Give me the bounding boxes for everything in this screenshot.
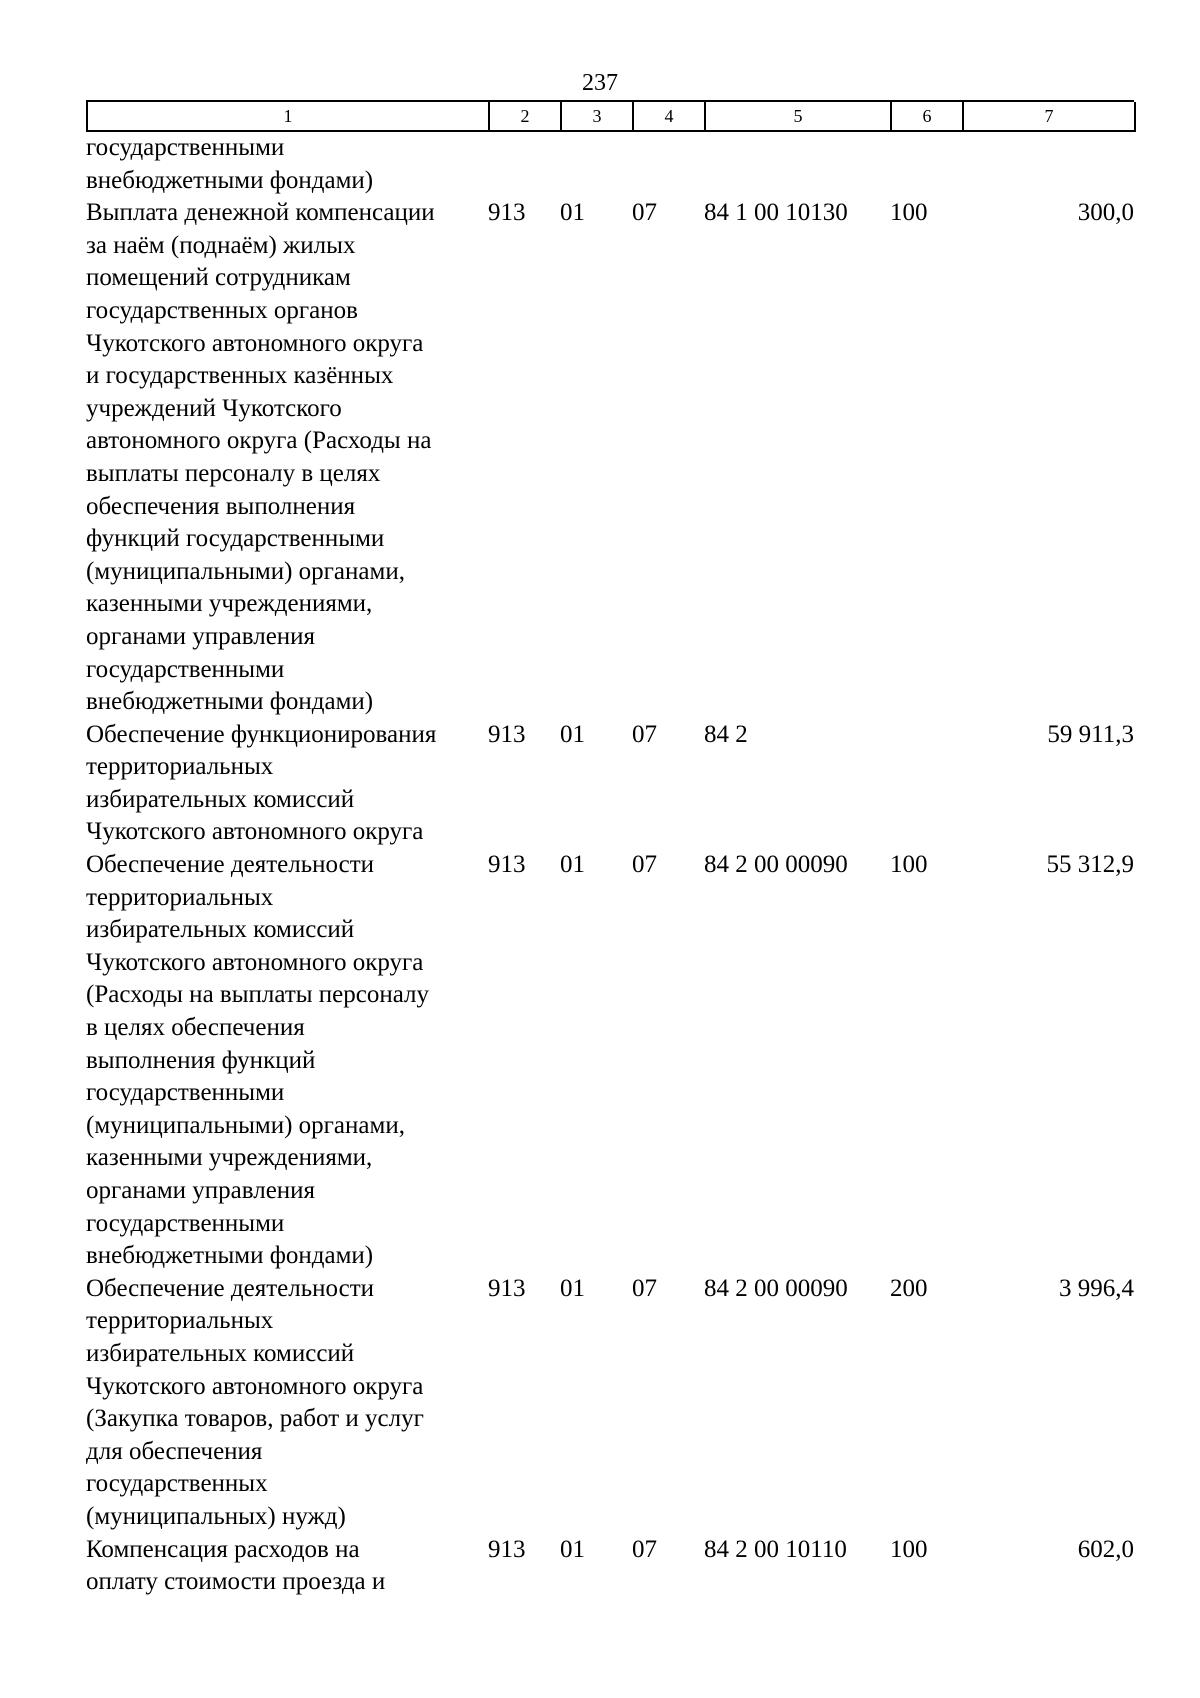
row-name-line: избирательных комиссий [86, 1339, 355, 1367]
table-row [86, 132, 1134, 197]
row-name-line: избирательных комиссий [86, 916, 355, 944]
row-name-line: за наём (поднаём) жилых [86, 231, 356, 259]
row-name-line: казенными учреждениями, [86, 590, 373, 618]
row-name-line: государственными [86, 1079, 285, 1107]
row-name-line: Компенсация расходов на [86, 1535, 360, 1563]
header-cell-2: 2 [490, 102, 562, 132]
row-name-line: в целях обеспечения [86, 1014, 305, 1042]
row-col7: 55 312,9 [1046, 851, 1134, 879]
row-name-line: государственными [86, 134, 285, 161]
row-name-line: Обеспечение деятельности [86, 851, 375, 879]
row-name-line: государственных [86, 1470, 268, 1498]
row-col6: 100 [890, 851, 928, 879]
row-col4: 07 [632, 199, 657, 227]
row-name-line: (муниципальных) нужд) [86, 1502, 346, 1530]
row-col2: 913 [488, 199, 526, 227]
row-col6: 200 [890, 1274, 928, 1302]
row-col5: 84 2 [704, 720, 748, 748]
row-name-line: и государственных казённых [86, 362, 394, 390]
row-name-line: функций государственными [86, 525, 385, 553]
row-name-line: Обеспечение деятельности [86, 1274, 375, 1302]
row-col3: 01 [560, 851, 585, 879]
row-name-line: внебюджетными фондами) [86, 166, 374, 194]
row-name-line: Чукотского автономного округа [86, 818, 424, 846]
row-col2: 913 [488, 1274, 526, 1302]
table-row [86, 1534, 1134, 1599]
table-header [86, 100, 1134, 132]
row-name-line: территориальных [86, 753, 274, 781]
row-name-line: Обеспечение функционирования [86, 720, 437, 748]
row-col7: 602,0 [1077, 1535, 1134, 1563]
row-col2: 913 [488, 851, 526, 879]
row-name [86, 197, 488, 719]
row-col7: 59 911,3 [1047, 720, 1134, 748]
row-name [86, 719, 488, 849]
table-row [86, 197, 1134, 719]
row-name-line: Чукотского автономного округа [86, 948, 424, 976]
row-col3: 01 [560, 720, 585, 748]
row-name-line: (муниципальными) органами, [86, 1111, 405, 1139]
row-col4: 07 [632, 720, 657, 748]
row-col7: 300,0 [1077, 199, 1134, 227]
header-cell-3: 3 [562, 102, 634, 132]
row-name-line: Выплата денежной компенсации [86, 199, 435, 227]
row-name [86, 1534, 488, 1599]
header-cell-4: 4 [634, 102, 706, 132]
row-col4: 07 [632, 1535, 657, 1563]
row-name-line: (Расходы на выплаты персоналу [86, 981, 430, 1009]
row-col2 [488, 132, 560, 197]
row-name [86, 132, 488, 197]
row-name-line: территориальных [86, 883, 274, 911]
row-name-line: органами управления [86, 1177, 316, 1204]
row-name-line: автономного округа (Расходы на [86, 427, 432, 455]
row-col5: 84 2 00 00090 [704, 1274, 848, 1302]
header-cell-7: 7 [964, 102, 1136, 132]
row-name-line: внебюджетными фондами) [86, 688, 374, 716]
budget-table [86, 100, 1134, 1599]
row-name-line: обеспечения выполнения [86, 492, 356, 520]
row-name-line: помещений сотрудникам [86, 264, 351, 292]
row-name [86, 849, 488, 1273]
row-col6: 100 [890, 1535, 928, 1563]
row-name-line: Чукотского автономного округа [86, 329, 424, 357]
row-name-line: государственными [86, 655, 285, 683]
header-cell-5: 5 [706, 102, 892, 132]
row-col3 [560, 132, 632, 197]
row-col6: 100 [890, 199, 928, 227]
row-col6 [890, 719, 962, 849]
row-col7: 3 996,4 [1059, 1274, 1134, 1302]
row-col5: 84 1 00 10130 [704, 199, 848, 227]
row-name-line: учреждений Чукотского [86, 394, 342, 422]
header-cell-6: 6 [892, 102, 964, 132]
row-col3: 01 [560, 199, 585, 227]
row-name-line: внебюджетными фондами) [86, 1242, 374, 1270]
header-cell-1: 1 [88, 102, 490, 132]
row-col2: 913 [488, 1535, 526, 1563]
row-name [86, 1273, 488, 1534]
row-name-line: выплаты персоналу в целях [86, 459, 381, 487]
table-row [86, 719, 1134, 849]
table-row [86, 1273, 1134, 1534]
row-name-line: оплату стоимости проезда и [86, 1568, 386, 1596]
row-name-line: избирательных комиссий [86, 785, 355, 813]
row-col7 [962, 132, 1134, 197]
row-col6 [890, 132, 962, 197]
row-name-line: казенными учреждениями, [86, 1144, 373, 1172]
row-col5: 84 2 00 00090 [704, 851, 848, 879]
row-col4: 07 [632, 1274, 657, 1302]
row-col5 [704, 132, 890, 197]
row-name-line: (муниципальными) органами, [86, 557, 405, 585]
row-col3: 01 [560, 1274, 585, 1302]
row-name-line: выполнения функций [86, 1046, 316, 1074]
row-name-line: для обеспечения [86, 1437, 263, 1465]
table-body [86, 132, 1134, 1599]
row-name-line: государственных органов [86, 296, 358, 324]
row-col4: 07 [632, 851, 657, 879]
row-col3: 01 [560, 1535, 585, 1563]
row-col5: 84 2 00 10110 [704, 1535, 847, 1563]
row-col2: 913 [488, 720, 526, 748]
row-col4 [632, 132, 704, 197]
row-name-line: территориальных [86, 1307, 274, 1335]
row-name-line: (Закупка товаров, работ и услуг [86, 1405, 424, 1433]
row-name-line: Чукотского автономного округа [86, 1372, 424, 1400]
table-row [86, 849, 1134, 1273]
row-name-line: органами управления [86, 622, 316, 650]
page-number: 237 [582, 70, 618, 96]
row-name-line: государственными [86, 1209, 285, 1237]
